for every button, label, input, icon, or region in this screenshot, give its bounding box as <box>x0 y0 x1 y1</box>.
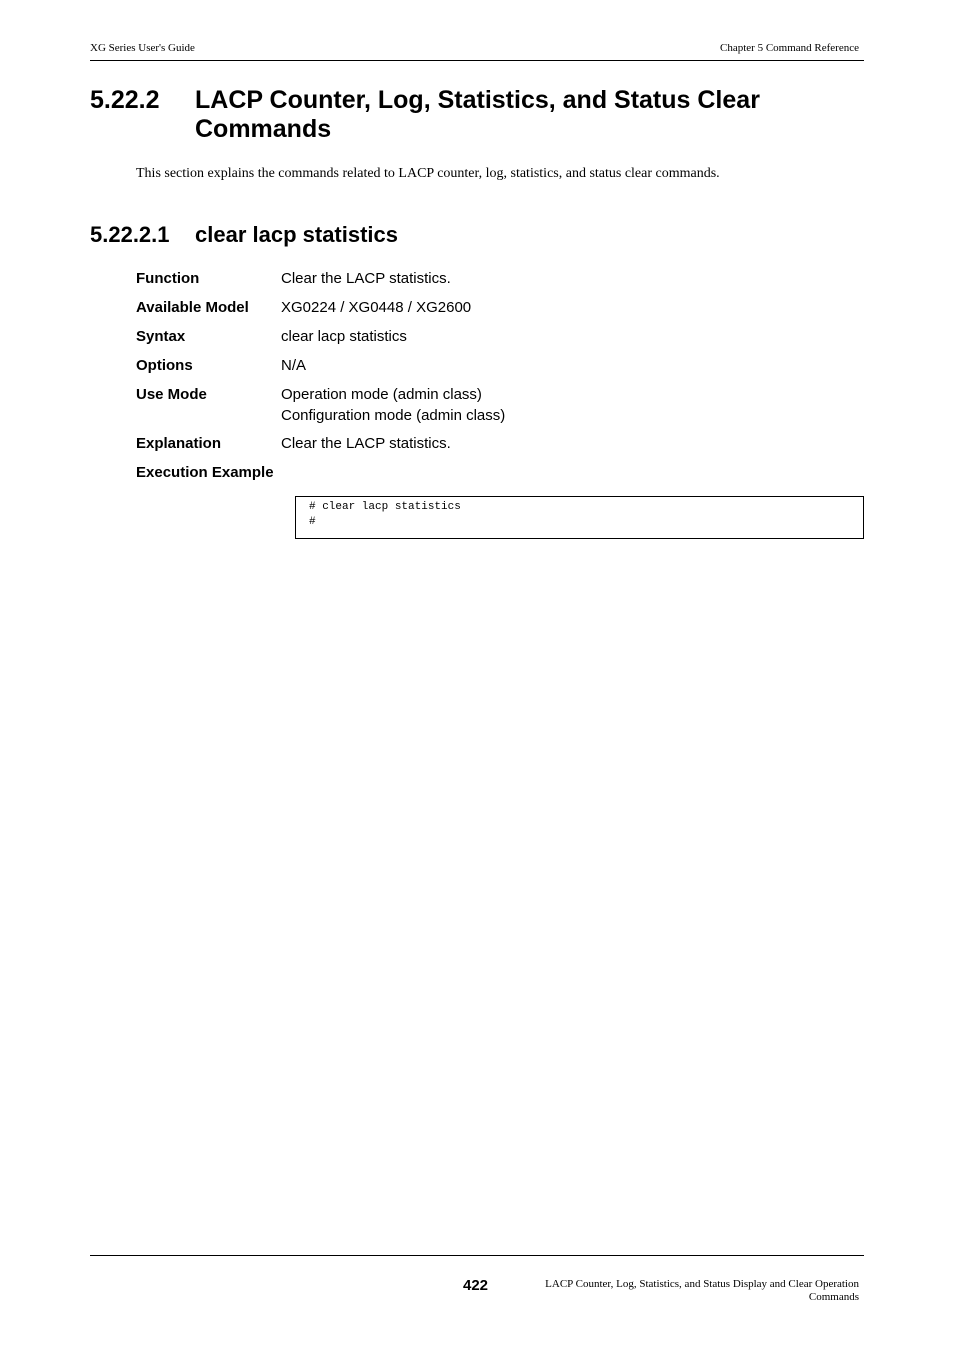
section-intro: This section explains the commands related to LACP counter, log, statistics, and status clear commands. <box>136 166 720 181</box>
field-value: N/A <box>281 357 307 374</box>
subsection-title: clear lacp statistics <box>195 222 399 247</box>
field-label: Explanation <box>136 435 222 452</box>
field-label: Options <box>136 357 193 374</box>
code-line: # clear lacp statistics <box>309 501 461 513</box>
subsection-number: 5.22.2.1 <box>90 222 170 247</box>
field-value: Clear the LACP statistics. <box>281 270 451 287</box>
footer-title-line: Commands <box>808 1291 859 1303</box>
footer-title-line: LACP Counter, Log, Statistics, and Status Display and Clear Operation <box>545 1278 859 1290</box>
section-title: LACP Counter, Log, Statistics, and Status Clear Commands <box>195 86 760 143</box>
field-label: Execution Example <box>136 464 274 481</box>
code-line: # <box>309 516 316 528</box>
field-label: Available Model <box>136 299 249 316</box>
field-value: XG0224 / XG0448 / XG2600 <box>281 299 472 316</box>
field-use-mode <box>136 384 864 426</box>
field-value: clear lacp statistics <box>281 328 407 345</box>
running-header-left: XG Series User's Guide <box>90 42 195 54</box>
footer-divider <box>90 1255 864 1256</box>
section-number: 5.22.2 <box>90 86 160 114</box>
field-label: Use Mode <box>136 386 207 403</box>
running-header-right: Chapter 5 Command Reference <box>720 42 859 54</box>
field-value: Clear the LACP statistics. <box>281 435 451 452</box>
footer-title <box>499 1278 859 1304</box>
field-label: Function <box>136 270 200 287</box>
page-number: 422 <box>463 1277 489 1294</box>
header-divider <box>90 60 864 61</box>
field-value: Configuration mode (admin class) <box>281 407 506 424</box>
field-value: Operation mode (admin class) <box>281 386 482 403</box>
code-example-box <box>295 496 864 539</box>
field-label: Syntax <box>136 328 186 345</box>
